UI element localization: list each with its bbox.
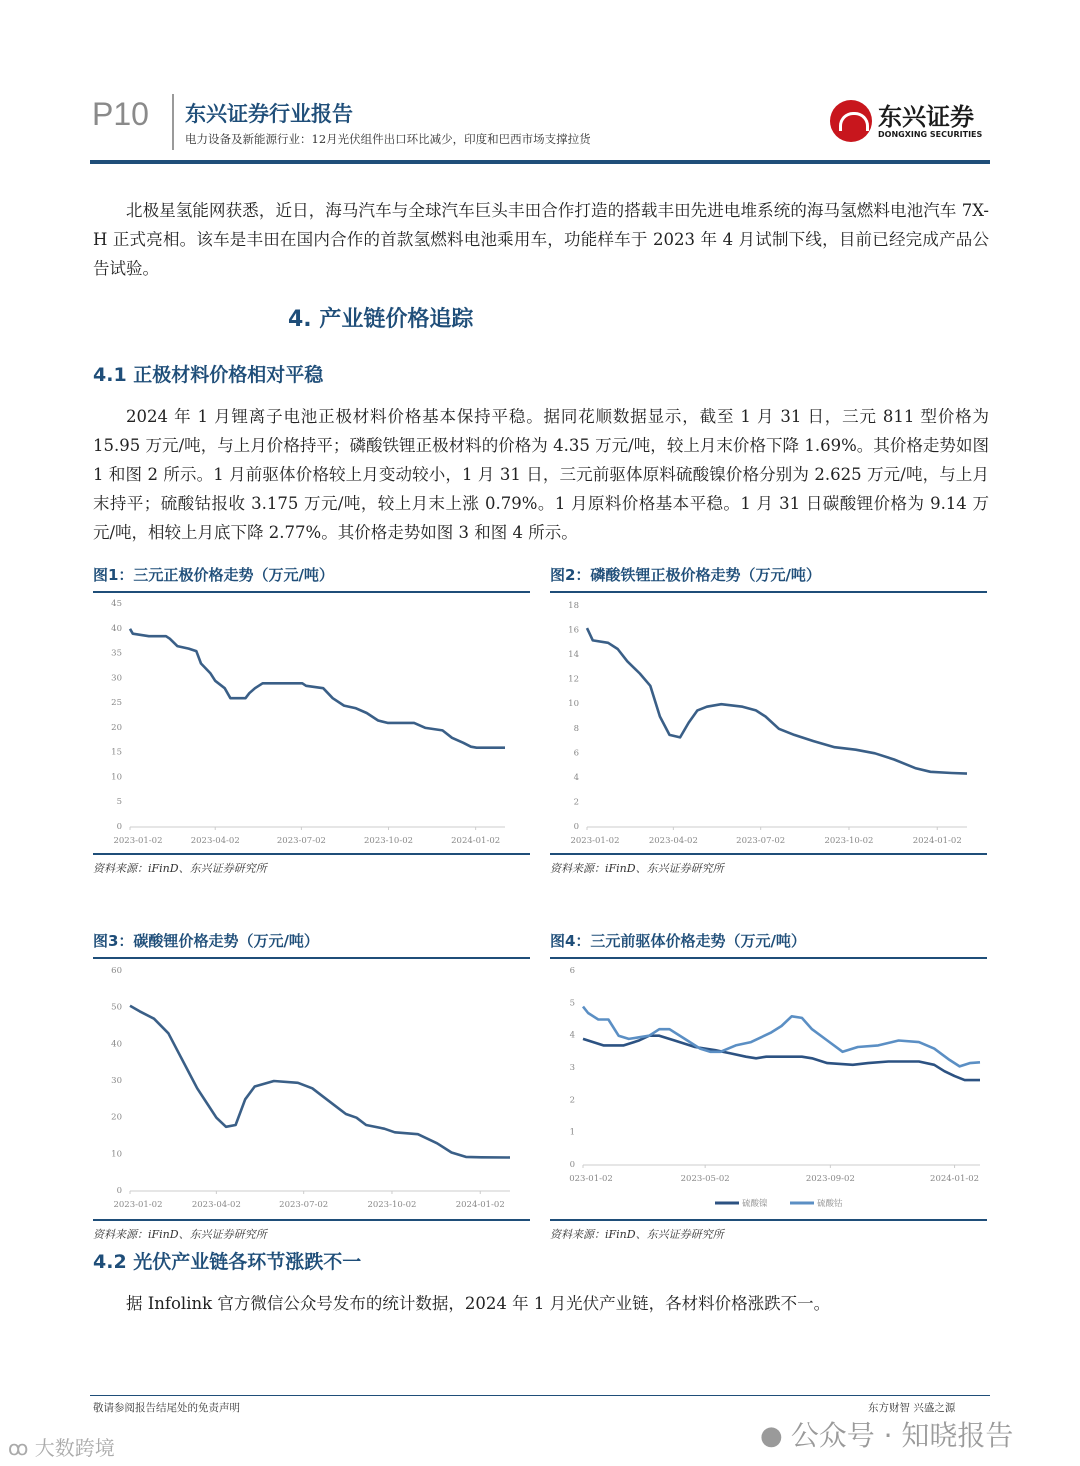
x-tick-label: 2024-01-02 [930,1174,980,1184]
y-tick-label: 2 [569,1095,575,1106]
watermark-text: 大数跨境 [34,1436,115,1460]
chart-title: 图2：磷酸铁锂正极价格走势（万元/吨） [550,565,987,593]
section-heading-4-1: 4.1 正极材料价格相对平稳 [93,364,324,386]
report-body [93,196,989,1318]
x-tick-label: 2023-10-02 [364,836,414,846]
report-title: 东兴证券行业报告 [185,102,353,126]
y-tick-label: 6 [569,966,575,976]
chart-lfp-cathode [550,593,987,853]
y-tick-label: 6 [573,748,579,759]
watermark-logo-icon: ꝏ [8,1436,35,1460]
chart-figure-3 [93,931,530,1243]
y-tick-label: 50 [111,1002,122,1013]
paragraph-cathode-prices: 2024 年 1 月锂离子电池正极材料价格基本保持平稳。据同花顺数据显示，截至 1 月 31 日，三元 811 型价格为 15.95 万元/吨，与上月价格持平；磷酸铁锂正极材料的价格为 4.35 万元/吨，较上月末价格下降 1.69%。其价格走势如图 1 和图 2 所示。1 月前驱体价格较上月变动较小，1 月 31 日，三元前驱体原料硫酸镍价格分别为 2.625 万元/吨，与上月末持平；硫酸钴报收 3.175 万元/吨，较上月末上涨 0.79%。1 月原料价格基本平稳。1 月 31 日碳酸锂价格为 9.14 万元/吨，相较上月底下降 2.77%。其价格走势如图 3 和图 4 所示。 [93,407,989,542]
chart-figure-2 [550,565,987,877]
y-tick-label: 4 [573,772,579,783]
y-tick-label: 16 [568,625,579,636]
x-tick-label: 2023-07-02 [736,836,786,846]
chart-title: 图4：三元前驱体价格走势（万元/吨） [550,931,987,959]
paragraph-pv-prices: 据 Infolink 官方微信公众号发布的统计数据，2024 年 1 月光伏产业链，各材料价格涨跌不一。 [126,1294,831,1313]
y-tick-label: 60 [111,966,122,976]
chart-figure-4 [550,931,987,1243]
x-tick-label: 2023-04-02 [190,836,240,846]
y-tick-label: 0 [569,1160,575,1170]
header-divider [172,94,174,150]
chart-precursor [550,959,987,1219]
y-tick-label: 3 [569,1063,575,1073]
x-tick-label: 2023-01-02 [570,836,620,846]
y-tick-label: 10 [111,772,122,783]
disclaimer-note: 敬请参阅报告结尾处的免责声明 [93,1402,240,1414]
header-rule [90,160,990,164]
series-line-三元正极 [130,629,505,748]
legend-label: 硫酸钴 [817,1199,843,1209]
chart-ncm-cathode [93,593,530,853]
page-number: P10 [92,96,149,132]
chart-title: 图1：三元正极价格走势（万元/吨） [93,565,530,593]
x-tick-label: 2024-01-02 [455,1200,505,1210]
x-tick-label: 2023-05-02 [680,1174,730,1184]
y-tick-label: 35 [111,648,122,659]
y-tick-label: 10 [568,699,579,710]
y-tick-label: 4 [569,1030,575,1041]
y-tick-label: 40 [111,623,122,634]
y-tick-label: 15 [111,747,122,758]
logo-text: 东兴证券 [878,102,974,131]
y-tick-label: 5 [116,797,122,808]
x-tick-label: 2023-01-02 [113,836,163,846]
x-tick-label: 2024-01-02 [451,836,501,846]
series-line-磷酸铁锂 [587,628,967,774]
chart-source: 资料来源：iFinD、东兴证券研究所 [93,862,267,875]
x-tick-label: 2023-07-02 [276,836,326,846]
company-logo [830,100,982,142]
y-tick-label: 18 [568,601,579,611]
logo-icon [830,100,872,142]
y-tick-label: 40 [111,1039,122,1050]
y-tick-label: 0 [573,822,579,832]
section-heading-4: 4. 产业链价格追踪 [288,307,474,332]
x-tick-label: 023-01-02 [569,1174,613,1184]
y-tick-label: 20 [111,1112,122,1123]
x-tick-label: 2023-01-02 [113,1200,163,1210]
x-tick-label: 2023-04-02 [648,836,698,846]
wechat-icon: ● [760,1421,783,1451]
y-tick-label: 10 [111,1149,122,1160]
x-tick-label: 2023-04-02 [191,1200,241,1210]
watermark-corner [8,1432,115,1461]
legend-label: 硫酸镍 [742,1199,768,1209]
chart-source: 资料来源：iFinD、东兴证券研究所 [93,1228,267,1241]
y-tick-label: 30 [111,1076,122,1086]
paragraph-hydrogen-news: 北极星氢能网获悉，近日，海马汽车与全球汽车巨头丰田合作打造的搭载丰田先进电堆系统的海马氢燃料电池汽车 7X-H 正式亮相。该车是丰田在国内合作的首款氢燃料电池乘用车，功能样车于 2023 年 4 月试制下线，目前已经完成产品公告试验。 [93,201,989,278]
chart-source: 资料来源：iFinD、东兴证券研究所 [550,862,724,875]
y-tick-label: 25 [111,698,122,709]
y-tick-label: 0 [116,822,122,832]
y-tick-label: 1 [569,1127,575,1138]
y-tick-label: 45 [111,599,122,609]
x-tick-label: 2024-01-02 [912,836,962,846]
y-tick-label: 2 [573,797,579,808]
x-tick-label: 2023-07-02 [279,1200,329,1210]
report-subtitle: 电力设备及新能源行业：12月光伏组件出口环比减少，印度和巴西市场支撑拉货 [185,132,591,146]
chart-grid [93,565,989,1243]
footer-rule [90,1395,990,1396]
chart-lithium-carbonate [93,959,530,1219]
y-tick-label: 0 [116,1186,122,1196]
chart-title: 图3：碳酸锂价格走势（万元/吨） [93,931,530,959]
footer-slogan: 东方财智 兴盛之源 [868,1402,956,1414]
y-tick-label: 20 [111,722,122,733]
chart-source: 资料来源：iFinD、东兴证券研究所 [550,1228,724,1241]
y-tick-label: 8 [573,723,579,734]
y-tick-label: 30 [111,673,122,684]
x-tick-label: 2023-09-02 [805,1174,855,1184]
x-tick-label: 2023-10-02 [824,836,874,846]
watermark-wechat [760,1420,1013,1452]
y-tick-label: 14 [568,650,579,661]
x-tick-label: 2023-10-02 [367,1200,417,1210]
section-heading-4-2: 4.2 光伏产业链各环节涨跌不一 [93,1251,362,1273]
logo-en-text: DONGXING SECURITIES [878,129,983,139]
y-tick-label: 5 [569,998,575,1009]
series-line-碳酸锂 [130,1006,510,1158]
y-tick-label: 12 [568,674,579,685]
chart-figure-1 [93,565,530,877]
watermark-text: 公众号 · 知晓报告 [790,1419,1014,1452]
